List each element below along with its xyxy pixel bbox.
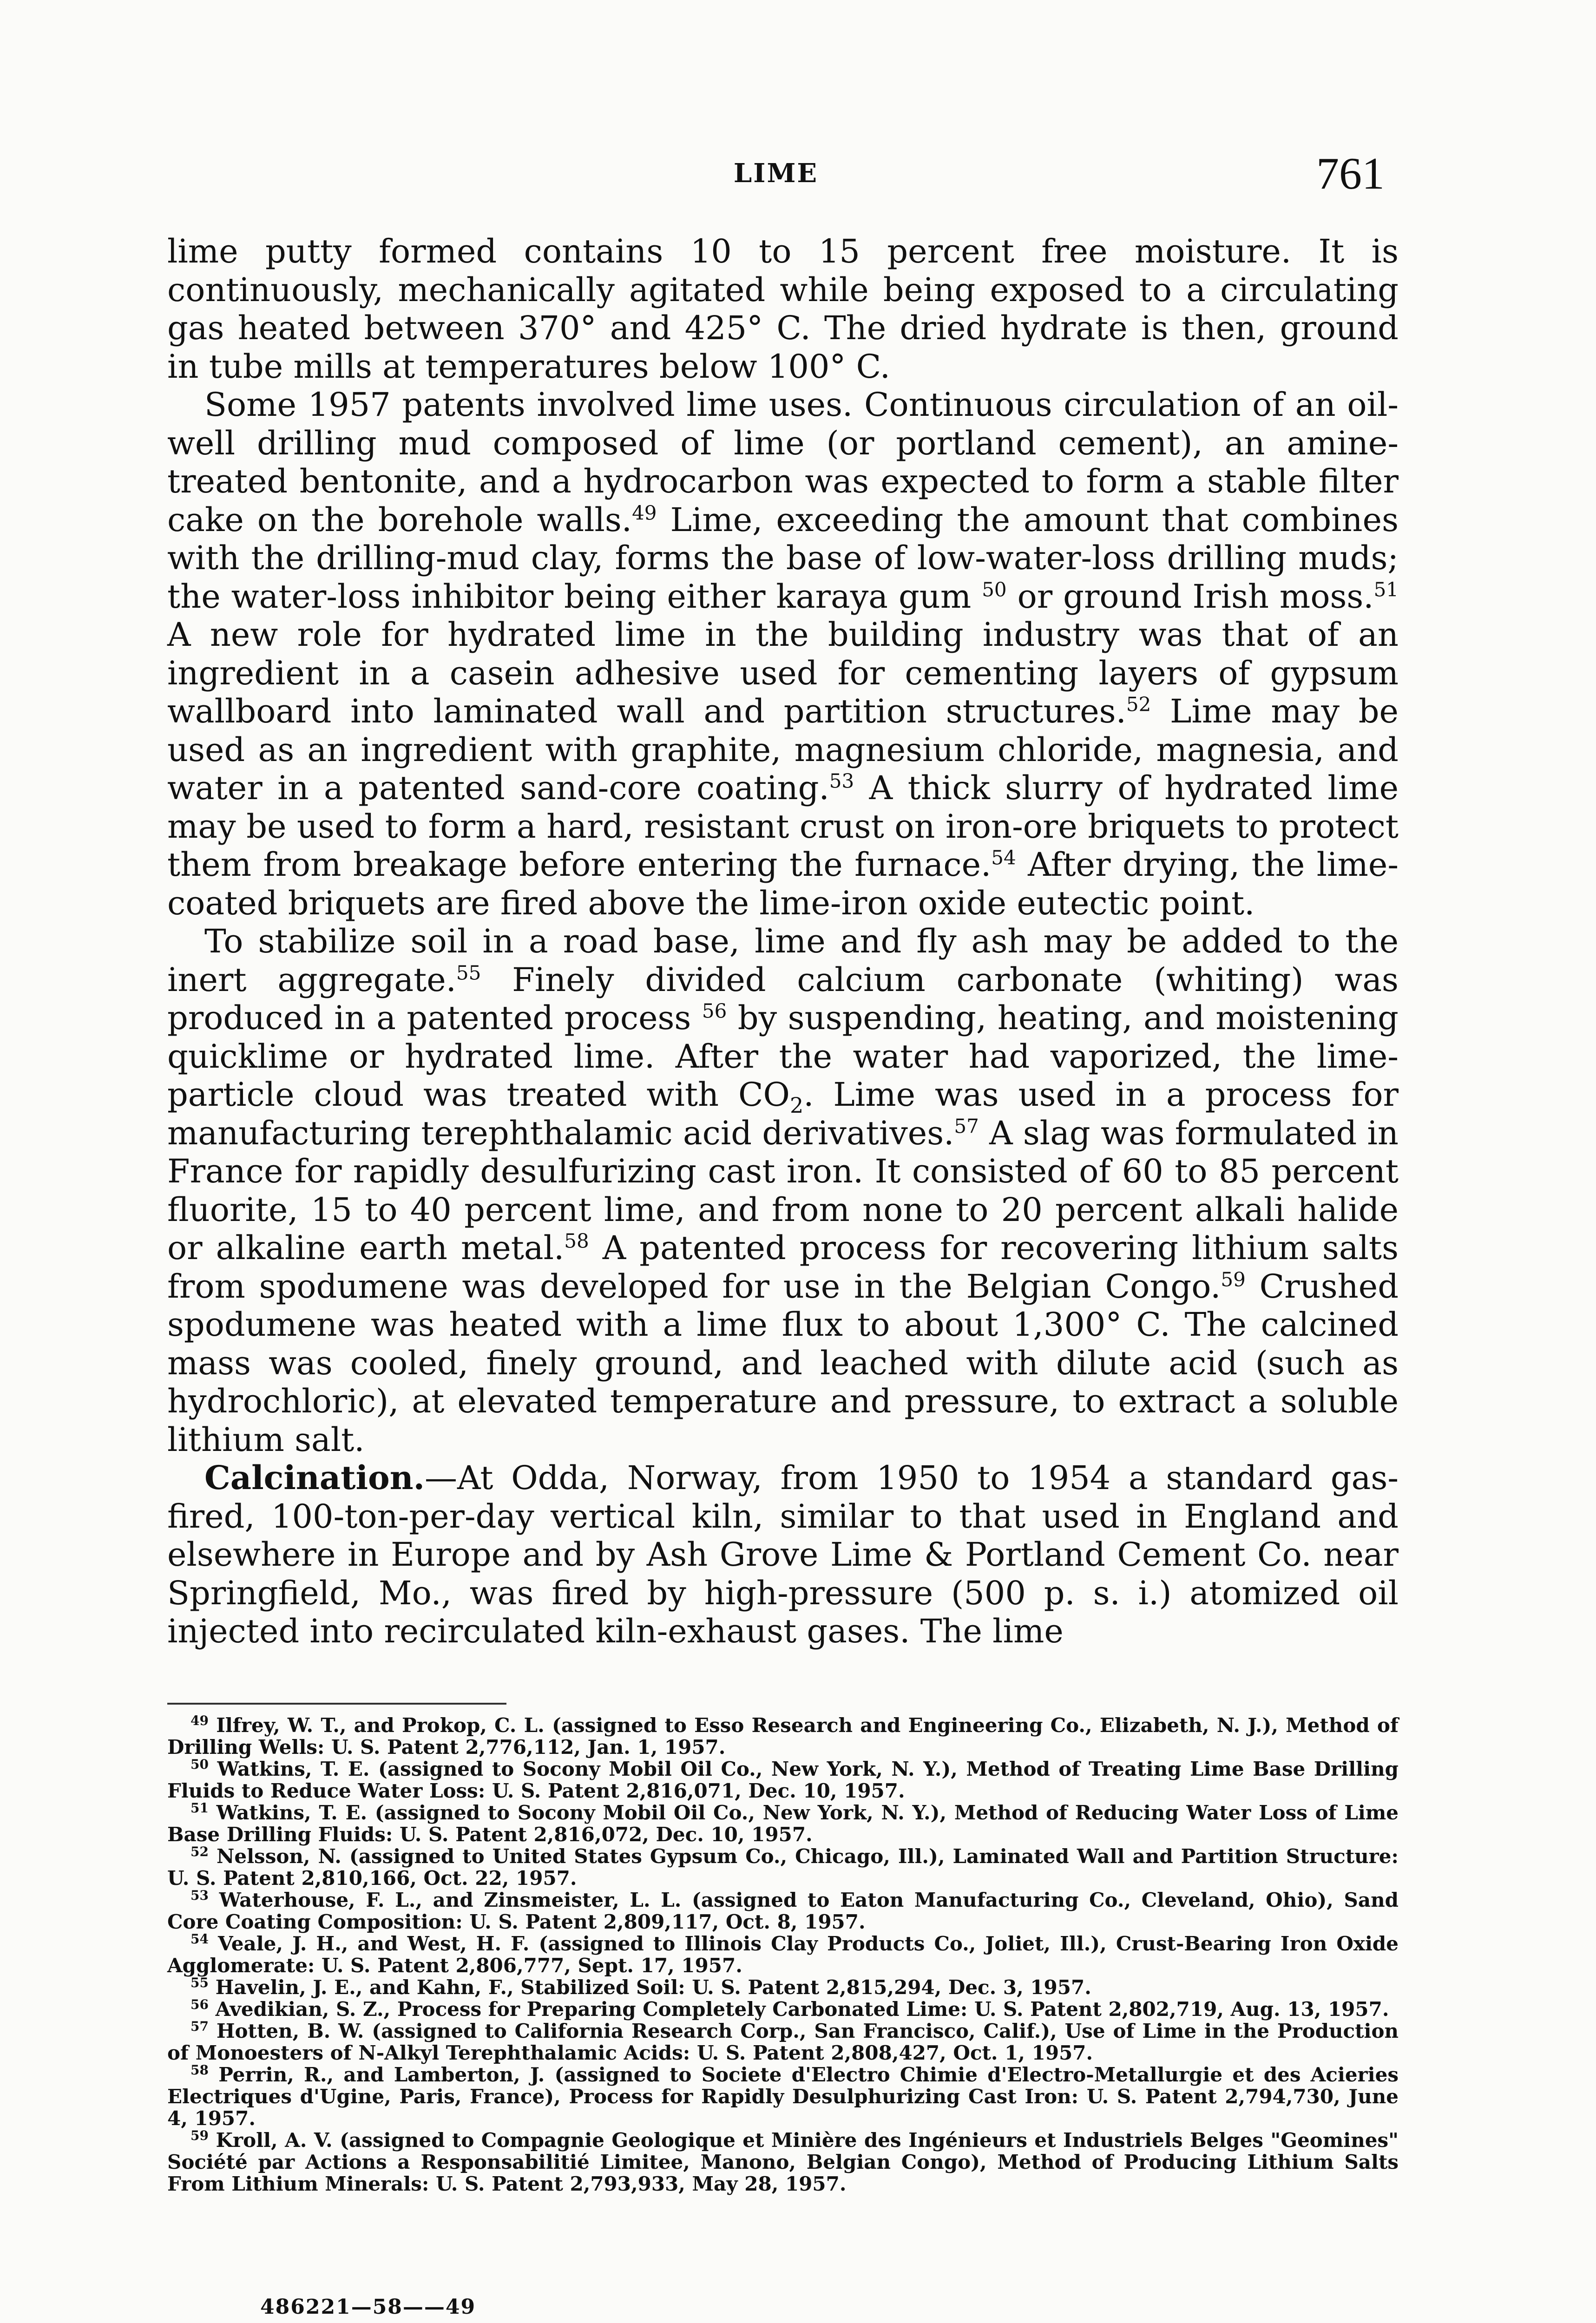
paragraph-text: lime putty formed contains 10 to 15 percent free moisture. It is continuously, mechanically agitated while being exposed to a circulating gas heated between 370° and 425° C. The dried hydrate is then, ground in tube mills at temperatures below 100° C.	[167, 232, 1399, 386]
footnote-text: Veale, J. H., and West, H. F. (assigned to Illinois Clay Products Co., Joliet, Ill.), Crust-Bearing Iron Oxide Agglomerate: U. S. Patent 2,806,777, Sept. 17, 1957.	[167, 1932, 1399, 1977]
paragraph-text: Lime may be used as an ingredient with graphite, magnesium chloride, magnesia, and water in a patented sand-core coating.	[167, 692, 1399, 807]
footnote-text: Ilfrey, W. T., and Prokop, C. L. (assigned to Esso Research and Engineering Co., Elizabeth, N. J.), Method of Drilling Wells: U. S. Patent 2,776,112, Jan. 1, 1957.	[167, 1714, 1399, 1759]
footnote-number: 57	[190, 2019, 209, 2034]
footnote	[167, 1933, 1399, 1976]
footnote-number: 49	[190, 1713, 209, 1728]
footnote-ref-55: 55	[456, 961, 481, 984]
paragraph-text: by suspending, heating, and moistening quicklime or hydrated lime. After the water had vaporized, the lime-particle cloud was treated with CO	[167, 999, 1399, 1114]
printer-code: 486221—58——49	[260, 2295, 476, 2319]
footnote-ref-58: 58	[564, 1229, 589, 1253]
paragraph-text: Lime, exceeding the amount that combines with the drilling-mud clay, forms the base of low-water-loss drilling muds; the water-loss inhibitor being either karaya gum	[167, 500, 1399, 616]
paragraph-text: A patented process for recovering lithium salts from spodumene was developed for use in the Belgian Congo.	[167, 1229, 1399, 1306]
footnote	[167, 1802, 1399, 1845]
footnote-ref-50: 50	[982, 578, 1007, 601]
paragraph-text: —At Odda, Norway, from 1950 to 1954 a standard gas-fired, 100-ton-per-day vertical kiln, similar to that used in England and elsewhere in Europe and by Ash Grove Lime & Portland Cement Co. near Springfield, Mo., was fired by high-pressure (500 p. s. i.) atomized oil injected into recirculated kiln-exhaust gases. The lime	[167, 1459, 1399, 1650]
footnote-text: Watkins, T. E. (assigned to Socony Mobil Oil Co., New York, N. Y.), Method of Treating Lime Base Drilling Fluids to Reduce Water Loss: U. S. Patent 2,816,071, Dec. 10, 1957.	[167, 1758, 1399, 1802]
footnote-text: Perrin, R., and Lamberton, J. (assigned to Societe d'Electro Chimie d'Electro-Metallurgie et des Acieries Electriques d'Ugine, Paris, France), Process for Rapidly Desulphurizing Cast Iron: U. S. Patent 2,794,730, June 4, 1957.	[167, 2063, 1399, 2130]
footnote-ref-53: 53	[829, 769, 854, 793]
page-header	[167, 149, 1385, 209]
footnote-text: Kroll, A. V. (assigned to Compagnie Geologique et Minière des Ingénieurs et Industriels Belges "Geomines" Société par Actions a Responsabilitié Limitee, Manono, Belgian Congo), Method of Producing Lithium Salts From Lithium Minerals: U. S. Patent 2,793,933, May 28, 1957.	[167, 2129, 1399, 2195]
footnote-number: 56	[190, 1997, 209, 2012]
paragraph-text: Some 1957 patents involved lime uses. Continuous circulation of an oil-well drilling mud composed of lime (or portland cement), an amine-treated bentonite, and a hydrocarbon was expected to form a stable filter cake on the borehole walls.	[167, 386, 1399, 539]
footnote-text: Avedikian, S. Z., Process for Preparing Completely Carbonated Lime: U. S. Patent 2,802,719, Aug. 13, 1957.	[215, 1998, 1389, 2021]
footnote-text: Waterhouse, F. L., and Zinsmeister, L. L. (assigned to Eaton Manufacturing Co., Cleveland, Ohio), Sand Core Coating Composition: U. S. Patent 2,809,117, Oct. 8, 1957.	[167, 1889, 1399, 1933]
paragraph-4	[167, 1459, 1399, 1651]
footnote-ref-59: 59	[1221, 1268, 1246, 1291]
paragraph-text: . Lime was used in a process for manufacturing terephthalamic acid derivatives.	[167, 1076, 1399, 1152]
footnote-number: 50	[190, 1757, 209, 1772]
footnote-text: Havelin, J. E., and Kahn, F., Stabilized Soil: U. S. Patent 2,815,294, Dec. 3, 1957.	[215, 1976, 1091, 1999]
footnote-text: Nelsson, N. (assigned to United States Gypsum Co., Chicago, Ill.), Laminated Wall and Partition Structure: U. S. Patent 2,810,166, Oct. 22, 1957.	[167, 1845, 1399, 1890]
page-number: 761	[1316, 149, 1385, 199]
section-run-in-heading: Calcination.	[204, 1458, 425, 1497]
footnote	[167, 1758, 1399, 1802]
footnote-number: 52	[190, 1844, 209, 1859]
subscript: 2	[789, 1093, 804, 1118]
footnote	[167, 2064, 1399, 2129]
footnote-number: 55	[190, 1975, 209, 1990]
paragraph-text: A thick slurry of hydrated lime may be used to form a hard, resistant crust on iron-ore briquets to protect them from breakage before entering the furnace.	[167, 769, 1399, 884]
body-text	[167, 232, 1399, 1651]
paragraph-text: Finely divided calcium carbonate (whiting) was produced in a patented process	[167, 960, 1399, 1037]
running-head: LIME	[733, 158, 819, 189]
footnote	[167, 1998, 1399, 2020]
footnote	[167, 1845, 1399, 1889]
footnote-ref-49: 49	[632, 501, 657, 525]
footnote	[167, 1714, 1399, 1758]
footnote-ref-54: 54	[991, 846, 1016, 869]
paragraph-text: A slag was formulated in France for rapidly desulfurizing cast iron. It consisted of 60 to 85 percent fluorite, 15 to 40 percent lime, and from none to 20 percent alkali halide or alkaline earth metal.	[167, 1114, 1399, 1267]
paragraph-2	[167, 386, 1399, 922]
footnote	[167, 2020, 1399, 2064]
paragraph-text: To stabilize soil in a road base, lime and fly ash may be added to the inert aggregate.	[167, 922, 1399, 999]
paragraph-1	[167, 232, 1399, 386]
paragraph-3	[167, 922, 1399, 1459]
paragraph-text: Crushed spodumene was heated with a lime flux to about 1,300° C. The calcined mass was cooled, finely ground, and leached with dilute acid (such as hydrochloric), at elevated temperature and pressure, to extract a soluble lithium salt.	[167, 1267, 1399, 1459]
footnote-ref-57: 57	[954, 1115, 979, 1138]
footnote	[167, 1889, 1399, 1933]
footnote-number: 58	[190, 2062, 209, 2078]
paragraph-text: or ground Irish moss.	[1006, 577, 1374, 616]
footnote-ref-56: 56	[702, 999, 727, 1023]
footnote	[167, 2129, 1399, 2195]
footnotes	[167, 1714, 1399, 2195]
footnote-number: 59	[190, 2128, 209, 2143]
footnote-number: 53	[190, 1888, 209, 1903]
footnote-ref-51: 51	[1373, 578, 1399, 601]
footnote-rule	[167, 1703, 506, 1705]
footnote-text: Watkins, T. E. (assigned to Socony Mobil Oil Co., New York, N. Y.), Method of Reducing Water Loss of Lime Base Drilling Fluids: U. S. Patent 2,816,072, Dec. 10, 1957.	[167, 1801, 1399, 1846]
footnote	[167, 1976, 1399, 1998]
paragraph-text: A new role for hydrated lime in the building industry was that of an ingredient in a casein adhesive used for cementing layers of gypsum wallboard into laminated wall and partition structures.	[167, 616, 1399, 730]
paragraph-text: After drying, the lime-coated briquets are fired above the lime-iron oxide eutectic point.	[167, 846, 1399, 922]
footnote-number: 54	[190, 1931, 209, 1947]
footnote-number: 51	[190, 1800, 209, 1816]
footnote-ref-52: 52	[1126, 693, 1151, 716]
footnote-text: Hotten, B. W. (assigned to California Research Corp., San Francisco, Calif.), Use of Lime in the Production of Monoesters of N-Alkyl Terephthalamic Acids: U. S. Patent 2,808,427, Oct. 1, 1957.	[167, 2020, 1399, 2064]
